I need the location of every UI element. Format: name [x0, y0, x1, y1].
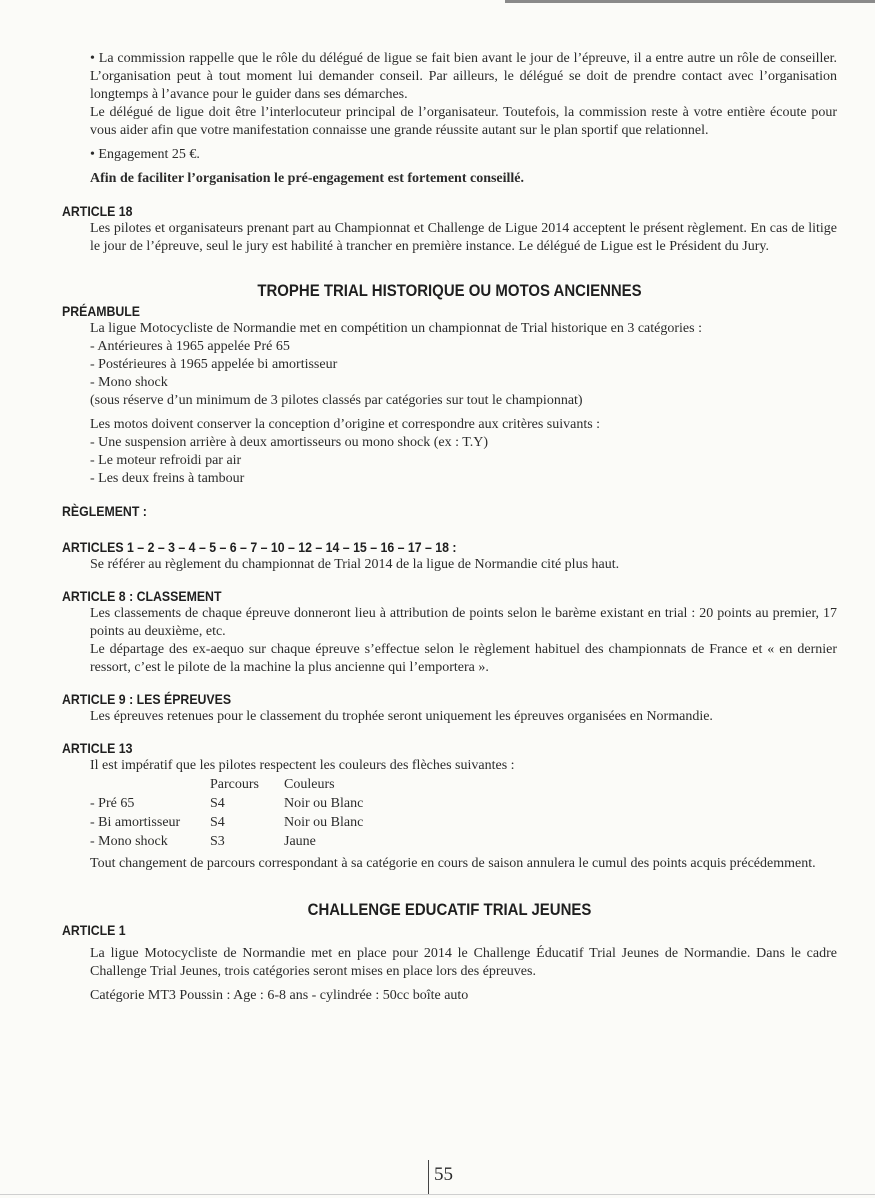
- reglement-heading: RÈGLEMENT :: [62, 503, 147, 519]
- challenge-category-mt3: Catégorie MT3 Poussin : Age : 6-8 ans - cylindrée : 50cc boîte auto: [90, 988, 469, 1003]
- article13-heading: ARTICLE 13: [62, 740, 133, 756]
- preambule-heading: PRÉAMBULE: [62, 303, 141, 319]
- articles-list-heading: ARTICLES 1 – 2 – 3 – 4 – 5 – 6 – 7 – 10 – 12 – 14 – 15 – 16 – 17 – 18 :: [62, 539, 457, 555]
- category-item: - Antérieures à 1965 appelée Pré 65: [90, 339, 290, 354]
- row-category: - Bi amortisseur: [90, 815, 181, 830]
- intro-bullet-fee: • Engagement 25 €.: [90, 147, 200, 162]
- article8-heading: ARTICLE 8 : CLASSEMENT: [62, 588, 222, 604]
- article8-text: Les classements de chaque épreuve donneront lieu à attribution de points selon le barème existant en trial : 20 points au premier, 17 points au deuxième, etc.: [90, 606, 837, 639]
- criteria-item: - Les deux freins à tambour: [90, 471, 245, 486]
- article18-text: Les pilotes et organisateurs prenant part au Championnat et Challenge de Ligue 2014 acceptent le présent règlement. En cas de litige le jour de l’épreuve, seul le jury est habilité à trancher en première instance. Le délégué de Ligue est le Président du Jury.: [90, 221, 837, 254]
- article8-text-tiebreak: Le départage des ex-aequo sur chaque épreuve s’effectue selon le règlement habituel des championnats de France et « en dernier ressort, c’est le pilote de la machine la plus ancienne qui l’emportera ».: [90, 642, 837, 675]
- col-parcours-header: Parcours: [210, 777, 259, 792]
- page-number: 55: [428, 1160, 453, 1194]
- row-parcours: S4: [210, 815, 225, 830]
- row-category: - Pré 65: [90, 796, 135, 811]
- row-couleur: Noir ou Blanc: [284, 815, 364, 830]
- article9-heading: ARTICLE 9 : LES ÉPREUVES: [62, 691, 232, 707]
- criteria-item: - Une suspension arrière à deux amortisseurs ou mono shock (ex : T.Y): [90, 435, 488, 450]
- table-row: [90, 832, 371, 851]
- page-content: [62, 50, 837, 1005]
- arrow-colors-table: [90, 775, 371, 851]
- category-item: - Postérieures à 1965 appelée bi amortisseur: [90, 357, 338, 372]
- table-row: [90, 813, 371, 832]
- criteria-item: - Le moteur refroidi par air: [90, 453, 242, 468]
- article13-intro: Il est impératif que les pilotes respectent les couleurs des flèches suivantes :: [90, 758, 515, 773]
- col-couleurs-header: Couleurs: [284, 777, 335, 792]
- preambule-section: [62, 320, 837, 488]
- table-header-row: [90, 775, 371, 794]
- table-row: [90, 794, 371, 813]
- top-rule: [505, 0, 875, 3]
- row-category: - Mono shock: [90, 834, 168, 849]
- row-couleur: Jaune: [284, 834, 316, 849]
- criteria-intro: Les motos doivent conserver la conception d’origine et correspondre aux critères suivants :: [90, 417, 601, 432]
- row-couleur: Noir ou Blanc: [284, 796, 364, 811]
- challenge-article1-text: La ligue Motocycliste de Normandie met en place pour 2014 le Challenge Éducatif Trial Jeunes de Normandie. Dans le cadre Challenge Trial Jeunes, trois catégories seront mises en place lors des épreuves.: [90, 946, 837, 979]
- row-parcours: S4: [210, 796, 225, 811]
- intro-bold-note: Afin de faciliter l’organisation le pré-engagement est fortement conseillé.: [90, 171, 525, 186]
- intro-bullet-delegate: • La commission rappelle que le rôle du délégué de ligue se fait bien avant le jour de l’épreuve, il a entre autre un rôle de conseiller. L’organisation peut à tout moment lui demander conseil. Par ailleurs, le délégué se doit de prendre contact avec l’organisation longtemps à l’avance pour le guider dans ses démarches.: [90, 51, 837, 102]
- bottom-rule: [0, 1194, 875, 1195]
- reserve-note: (sous réserve d’un minimum de 3 pilotes classés par catégories sur tout le championnat): [90, 393, 583, 408]
- preambule-intro: La ligue Motocycliste de Normandie met en compétition un championnat de Trial historique en 3 catégories :: [90, 321, 702, 336]
- trophe-title: TROPHE TRIAL HISTORIQUE OU MOTOS ANCIENNES: [257, 281, 642, 300]
- challenge-article1-heading: ARTICLE 1: [62, 922, 126, 938]
- article13-note: Tout changement de parcours correspondant à sa catégorie en cours de saison annulera le cumul des points acquis précédemment.: [90, 856, 816, 871]
- category-item: - Mono shock: [90, 375, 168, 390]
- article9-text: Les épreuves retenues pour le classement du trophée seront uniquement les épreuves organisées en Normandie.: [90, 709, 713, 724]
- intro-paragraph: Le délégué de ligue doit être l’interlocuteur principal de l’organisateur. Toutefois, la commission reste à votre entière écoute pour vous aider afin que votre manifestation connaisse une grande réussite autant sur le plan sportif que relationnel.: [90, 105, 837, 138]
- row-parcours: S3: [210, 834, 225, 849]
- articles-list-text: Se référer au règlement du championnat de Trial 2014 de la ligue de Normandie cité plus haut.: [90, 557, 620, 572]
- challenge-title: CHALLENGE EDUCATIF TRIAL JEUNES: [307, 900, 592, 919]
- article18-heading: ARTICLE 18: [62, 203, 133, 219]
